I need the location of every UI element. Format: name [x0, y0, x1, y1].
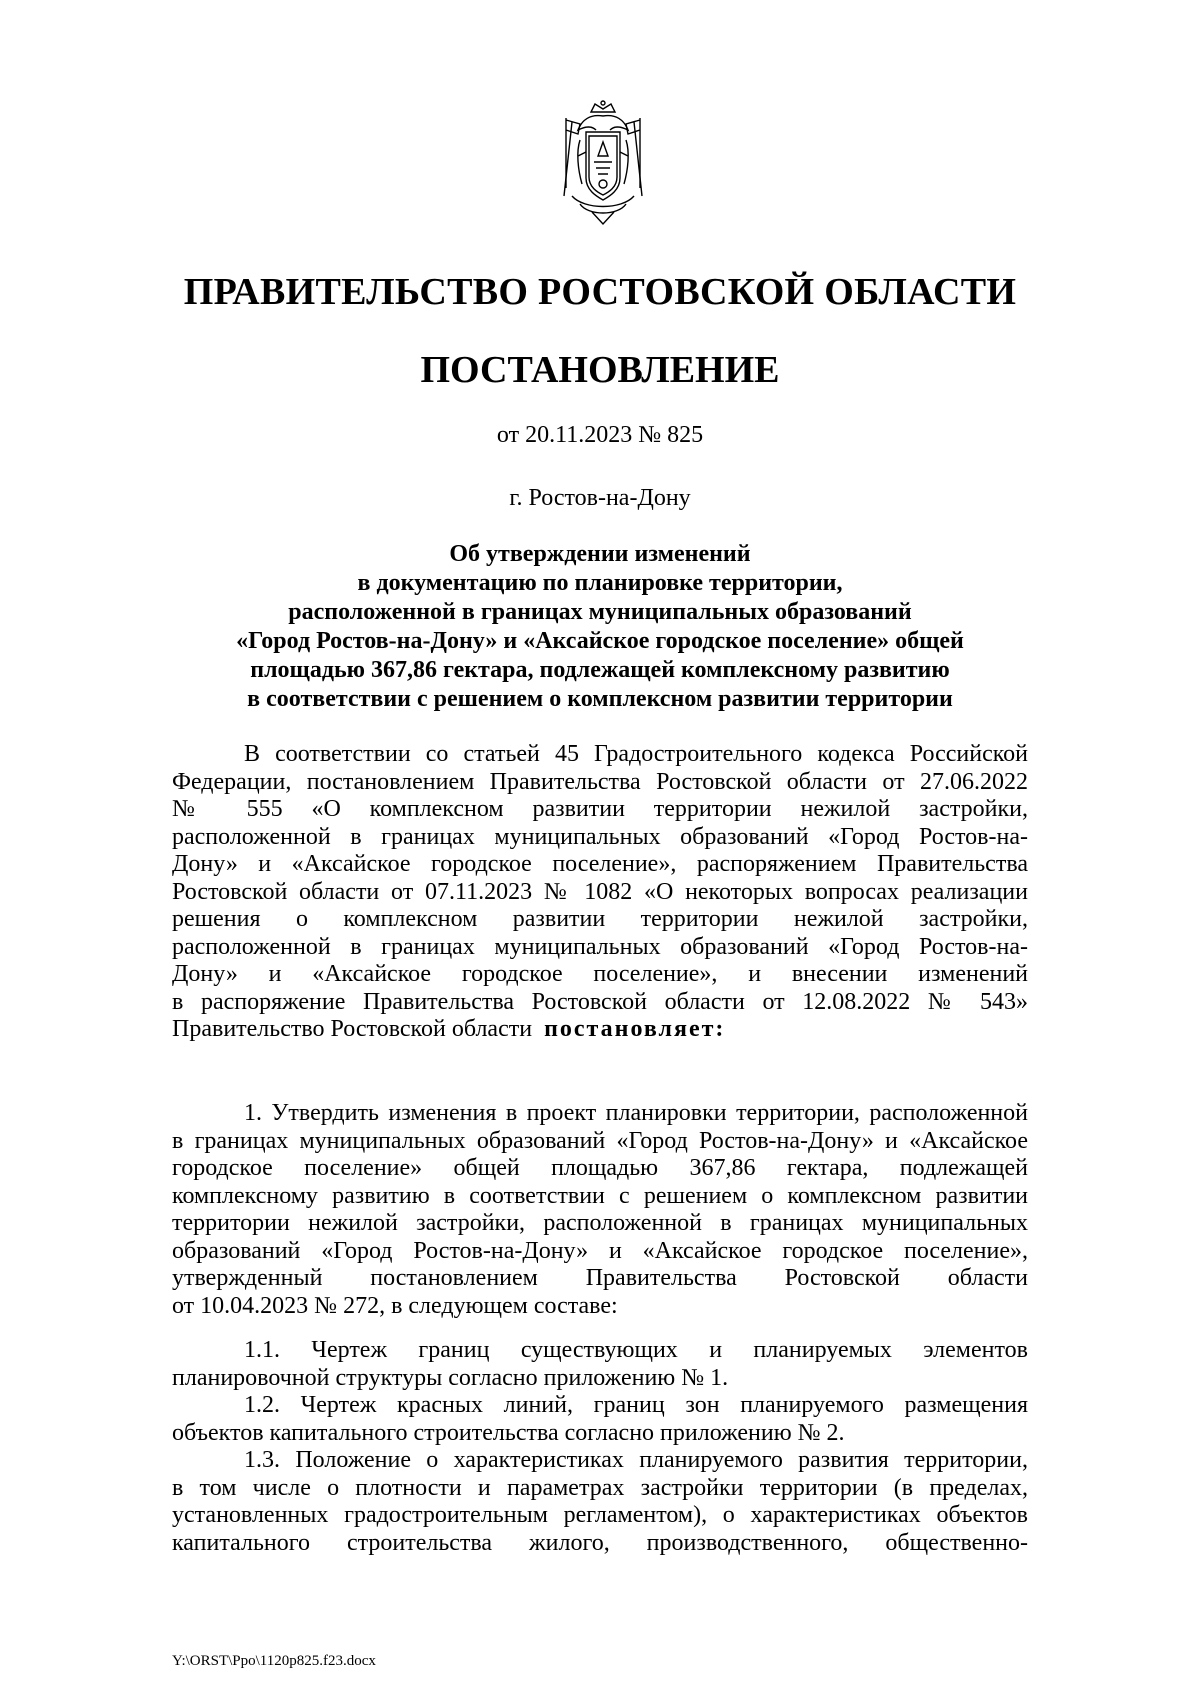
document-subject: [170, 540, 1030, 714]
subclause-line: 1.2. Чертеж красных линий, границ зон планируемого размещения: [244, 1392, 1028, 1418]
clause-line: территории нежилой застройки, расположенной в границах муниципальных: [172, 1210, 1028, 1236]
clause-line: образований «Город Ростов-на-Дону» и «Аксайское городское поселение»,: [172, 1237, 1028, 1264]
subject-line: расположенной в границах муниципальных образований: [288, 599, 912, 625]
preamble-line: В соответствии со статьей 45 Градостроительного кодекса Российской: [244, 741, 1028, 767]
subclause-1-2: [172, 1392, 1028, 1447]
subclause-line: установленных градостроительным регламентом), о характеристиках объектов: [172, 1502, 1028, 1528]
document-city: г. Ростов-на-Дону: [509, 485, 691, 511]
clause-line: 1. Утвердить изменения в проект планировки территории, расположенной: [244, 1100, 1028, 1126]
preamble-line: Федерации, постановлением Правительства Ростовской области от 27.06.2022: [172, 768, 1028, 795]
coat-of-arms-emblem: [558, 100, 648, 230]
subclause-1-1: [172, 1337, 1028, 1392]
footer-file-path: Y:\ORST\Ppo\1120p825.f23.docx: [172, 1653, 376, 1669]
subclause-line: в том числе о плотности и параметрах застройки территории (в пределах,: [172, 1474, 1028, 1501]
clause-line: в границах муниципальных образований «Город Ростов-на-Дону» и «Аксайское: [172, 1127, 1028, 1154]
subclause-line: 1.3. Положение о характеристиках планируемого развития территории,: [244, 1447, 1028, 1473]
subclause-line: 1.1. Чертеж границ существующих и планируемых элементов: [244, 1337, 1028, 1363]
document-type-heading: ПОСТАНОВЛЕНИЕ: [420, 349, 780, 391]
preamble-last-line: [172, 1016, 1028, 1044]
subject-line: в соответствии с решением о комплексном развитии территории: [247, 686, 953, 712]
preamble-line: расположенной в границах муниципальных образований «Город Ростов-на-: [172, 933, 1028, 960]
preamble-line: № 555 «О комплексном развитии территории нежилой застройки,: [172, 796, 1028, 822]
preamble-line: Дону» и «Аксайское городское поселение», распоряжением Правительства: [172, 851, 1028, 877]
clause-1-paragraph: [172, 1100, 1028, 1320]
preamble-line: в распоряжение Правительства Ростовской области от 12.08.2022 № 543»: [172, 988, 1028, 1015]
preamble-last-text: Правительство Ростовской области: [172, 1016, 533, 1042]
clause-line: комплексному развитию в соответствии с решением о комплексном развитии: [172, 1182, 1028, 1209]
preamble-line: решения о комплексном развитии территории нежилой застройки,: [172, 906, 1028, 932]
subclause-1-3: [172, 1447, 1028, 1557]
preamble-line: расположенной в границах муниципальных образований «Город Ростов-на-: [172, 823, 1028, 850]
subject-line: в документацию по планировке территории,: [357, 570, 843, 596]
clause-line: от 10.04.2023 № 272, в следующем составе:: [172, 1292, 618, 1319]
preamble-paragraph: [172, 741, 1028, 1044]
organization-title: ПРАВИТЕЛЬСТВО РОСТОВСКОЙ ОБЛАСТИ: [183, 271, 1017, 313]
clause-line: утвержденный постановлением Правительства Ростовской области: [172, 1265, 1028, 1291]
subject-line: «Город Ростов-на-Дону» и «Аксайское городское поселение» общей: [236, 628, 964, 654]
document-date-number: от 20.11.2023 № 825: [496, 422, 704, 448]
subclause-line: объектов капитального строительства согласно приложению № 2.: [172, 1419, 845, 1446]
clause-line: городское поселение» общей площадью 367,86 гектара, подлежащей: [172, 1155, 1028, 1181]
preamble-line: Ростовской области от 07.11.2023 № 1082 «О некоторых вопросах реализации: [172, 878, 1028, 905]
subject-line: Об утверждении изменений: [449, 541, 751, 567]
resolves-word: постановляет:: [544, 1016, 726, 1042]
subject-line: площадью 367,86 гектара, подлежащей комплексному развитию: [250, 657, 950, 683]
preamble-line: Дону» и «Аксайское городское поселение», и внесении изменений: [172, 961, 1028, 987]
subclause-line: капитального строительства жилого, производственного, общественно-: [172, 1529, 1028, 1556]
subclause-line: планировочной структуры согласно приложению № 1.: [172, 1364, 729, 1391]
